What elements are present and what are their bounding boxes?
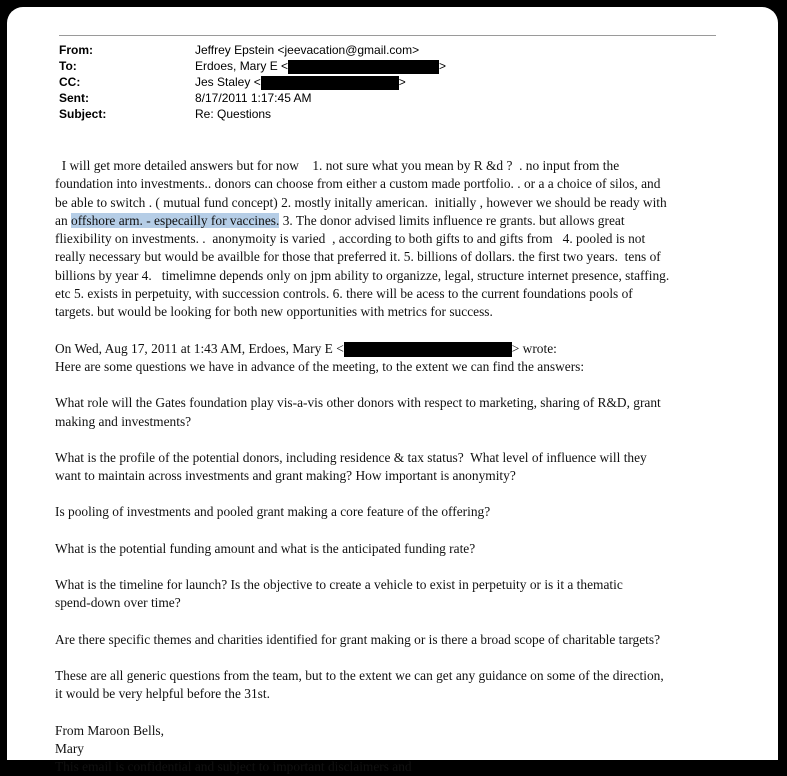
spacer xyxy=(55,704,725,722)
quote-intro xyxy=(55,340,725,358)
reply-line-3: be able to switch . ( mutual fund concept) 2. mostly initally american. initially , however we should be ready with xyxy=(55,194,667,210)
subject-value: Re: Questions xyxy=(195,107,272,121)
question-1-line-a: What role will the Gates foundation play vis-a-vis other donors with respect to marketing, sharing of R&D, grant xyxy=(55,395,661,411)
cc-redaction-bar xyxy=(261,76,399,90)
reply-line-7: billions by year 4. timelimne depends only on jpm ability to organizze, legal, structure internet presence, staffing. xyxy=(55,267,670,283)
reply-line-2: foundation into investments.. donors can choose from either a custom made portfolio. . or a a choice of silos, and xyxy=(55,176,661,192)
spacer xyxy=(55,376,725,394)
to-redaction-bar xyxy=(288,60,439,74)
email-document-page xyxy=(7,7,778,775)
quote-redaction-bar xyxy=(344,342,512,357)
to-prefix: Erdoes, Mary E < xyxy=(195,59,289,73)
question-3: Is pooling of investments and pooled grant making a core feature of the offering? xyxy=(55,504,491,520)
to-label: To: xyxy=(59,59,77,73)
question-1-line-b: making and investments? xyxy=(55,413,192,429)
highlighted-text-selection[interactable]: offshore arm. - especailly for vaccines. xyxy=(71,212,280,228)
subject-label: Subject: xyxy=(59,107,107,121)
email-body xyxy=(55,157,725,776)
spacer xyxy=(55,558,725,576)
cc-label: CC: xyxy=(59,75,81,89)
reply-line-9: targets. but would be looking for both new opportunities with metrics for success. xyxy=(55,304,493,320)
reply-line-5: fliexibility on investments. . anonymoity is varied , according to both gifts to and gifts from 4. pooled is not xyxy=(55,231,646,247)
signature-line-1: From Maroon Bells, xyxy=(55,722,164,738)
cc-value xyxy=(195,74,406,90)
question-6: Are there specific themes and charities identified for grant making or is there a broad scope of charitable targets? xyxy=(55,631,661,647)
reply-line-6: really necessary but would be availble for those that preferred it. 5. billions of dollars. the first two years. tens of xyxy=(55,249,661,265)
spacer xyxy=(55,649,725,667)
reply-line-1: I will get more detailed answers but for now 1. not sure what you mean by R &d ? . no input from the xyxy=(55,158,620,173)
from-label: From: xyxy=(59,43,93,57)
reply-line-8: etc 5. exists in perpetuity, with succession controls. 6. there will be acess to the current foundations pools of xyxy=(55,286,633,302)
quote-intro-2: Here are some questions we have in advance of the meeting, to the extent we can find the answers: xyxy=(55,358,585,374)
question-4: What is the potential funding amount and what is the anticipated funding rate? xyxy=(55,540,476,556)
quote-intro-suffix: > wrote: xyxy=(511,340,557,356)
question-5-line-b: spend-down over time? xyxy=(55,595,181,611)
reply-line-4 xyxy=(55,212,725,230)
to-value xyxy=(195,58,446,74)
reply-line-4-post: 3. The donor advised limits influence re grants. but allows great xyxy=(279,212,625,228)
sent-label: Sent: xyxy=(59,91,89,105)
from-value: Jeffrey Epstein <jeevacation@gmail.com> xyxy=(195,43,420,57)
sent-value: 8/17/2011 1:17:45 AM xyxy=(195,91,312,105)
spacer xyxy=(55,431,725,449)
spacer xyxy=(55,522,725,540)
closing-line-a: These are all generic questions from the team, but to the extent we can get any guidance on some of the direction, xyxy=(55,667,664,683)
cutoff-disclaimer-line: This email is confidential and subject to important disclaimers and xyxy=(55,759,412,775)
to-suffix: > xyxy=(439,59,447,73)
cc-suffix: > xyxy=(398,75,406,89)
question-5-line-a: What is the timeline for launch? Is the objective to create a vehicle to exist in perpetuity or is it a thematic xyxy=(55,577,623,593)
header-top-rule xyxy=(59,35,716,36)
question-2-line-b: want to maintain across investments and grant making? How important is anonymity? xyxy=(55,468,516,484)
spacer xyxy=(55,613,725,631)
spacer xyxy=(55,322,725,340)
closing-line-b: it would be very helpful before the 31st. xyxy=(55,686,270,702)
cc-prefix: Jes Staley < xyxy=(195,75,261,89)
question-2-line-a: What is the profile of the potential donors, including residence & tax status? What level of influence will they xyxy=(55,449,647,465)
reply-line-4-pre: an xyxy=(55,212,71,228)
signature-line-2: Mary xyxy=(55,740,85,756)
spacer xyxy=(55,485,725,503)
quote-intro-prefix: On Wed, Aug 17, 2011 at 1:43 AM, Erdoes, Mary E < xyxy=(55,340,344,356)
